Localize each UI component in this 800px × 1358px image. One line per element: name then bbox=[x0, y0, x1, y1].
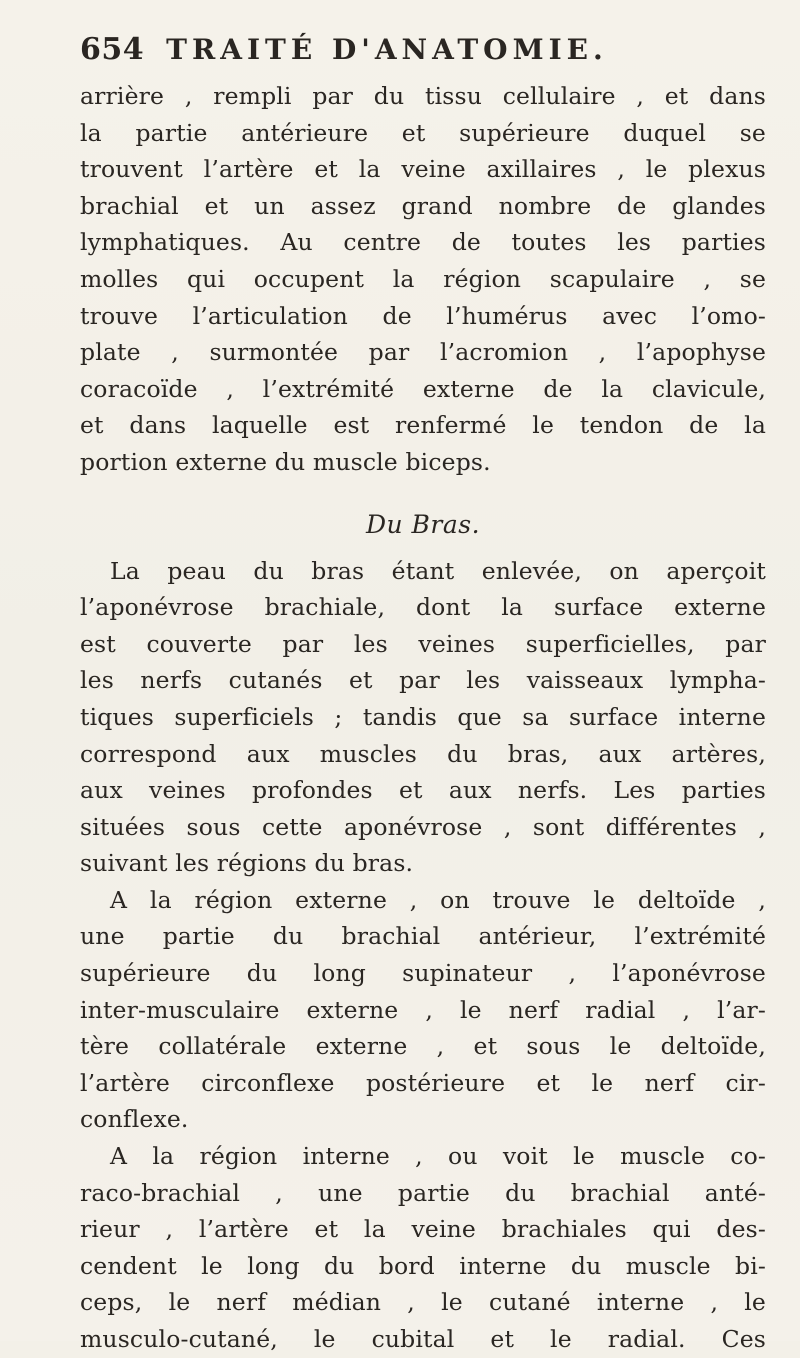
text-line: cendent le long du bord interne du muscle bi- bbox=[80, 1251, 766, 1280]
text-line: situées sous cette aponévrose , sont différentes , bbox=[80, 812, 766, 841]
paragraph-arm-aponeurosis bbox=[80, 553, 766, 882]
text-line: suivant les régions du bras. bbox=[80, 849, 414, 878]
paragraph-external-region bbox=[80, 882, 766, 1138]
section-title: Du Bras. bbox=[365, 509, 481, 539]
paragraph-axillary-region bbox=[80, 78, 766, 481]
text-line: conflexe. bbox=[80, 1105, 189, 1134]
text-line: trouvent l’artère et la veine axillaires , le plexus bbox=[80, 155, 766, 184]
text-line: arrière , rempli par du tissu cellulaire , et dans bbox=[80, 82, 766, 110]
text-line: La peau du bras étant enlevée, on aperçoit bbox=[110, 556, 766, 585]
text-line: l’aponévrose brachiale, dont la surface externe bbox=[80, 593, 766, 622]
text-line: lymphatiques. Au centre de toutes les parties bbox=[80, 228, 766, 257]
text-line: portion externe du muscle biceps. bbox=[80, 447, 491, 476]
text-line: ceps, le nerf médian , le cutané interne , le bbox=[80, 1288, 766, 1317]
text-line: aux veines profondes et aux nerfs. Les parties bbox=[80, 776, 766, 805]
text-line: molles qui occupent la région scapulaire , se bbox=[80, 264, 766, 293]
running-title: TRAITÉ D'ANATOMIE. bbox=[166, 33, 608, 66]
text-line: est couverte par les veines superficielles, par bbox=[80, 629, 766, 658]
text-line: A la région externe , on trouve le deltoïde , bbox=[110, 885, 766, 914]
text-line: A la région interne , ou voit le muscle co- bbox=[110, 1142, 766, 1171]
page-number: 654 bbox=[80, 32, 145, 67]
text-line: l’artère circonflexe postérieure et le nerf cir- bbox=[80, 1068, 766, 1097]
text-line: coracoïde , l’extrémité externe de la clavicule, bbox=[80, 374, 766, 403]
page-header bbox=[80, 32, 780, 74]
text-line: une partie du brachial antérieur, l’extrémité bbox=[80, 922, 766, 951]
text-line: inter-musculaire externe , le nerf radial , l’ar- bbox=[80, 995, 766, 1024]
text-line: correspond aux muscles du bras, aux artères, bbox=[80, 739, 766, 768]
text-line: musculo-cutané, le cubital et le radial. Ces bbox=[80, 1325, 766, 1353]
text-line: raco-brachial , une partie du brachial anté- bbox=[80, 1178, 766, 1207]
paragraph-internal-region bbox=[80, 1138, 766, 1358]
text-line: tère collatérale externe , et sous le deltoïde, bbox=[80, 1032, 766, 1061]
text-line: rieur , l’artère et la veine brachiales qui des- bbox=[80, 1215, 766, 1244]
text-line: trouve l’articulation de l’humérus avec l’omo- bbox=[80, 301, 766, 330]
text-line: brachial et un assez grand nombre de glandes bbox=[80, 191, 766, 220]
text-line: plate , surmontée par l’acromion , l’apophyse bbox=[80, 338, 766, 367]
text-line: supérieure du long supinateur , l’aponévrose bbox=[80, 959, 766, 988]
text-line: la partie antérieure et supérieure duquel se bbox=[80, 118, 766, 147]
page-text bbox=[80, 78, 766, 1358]
text-line: les nerfs cutanés et par les vaisseaux lympha- bbox=[80, 666, 766, 695]
text-line: et dans laquelle est renfermé le tendon de la bbox=[80, 411, 766, 440]
text-line: tiques superficiels ; tandis que sa surface interne bbox=[80, 702, 766, 731]
